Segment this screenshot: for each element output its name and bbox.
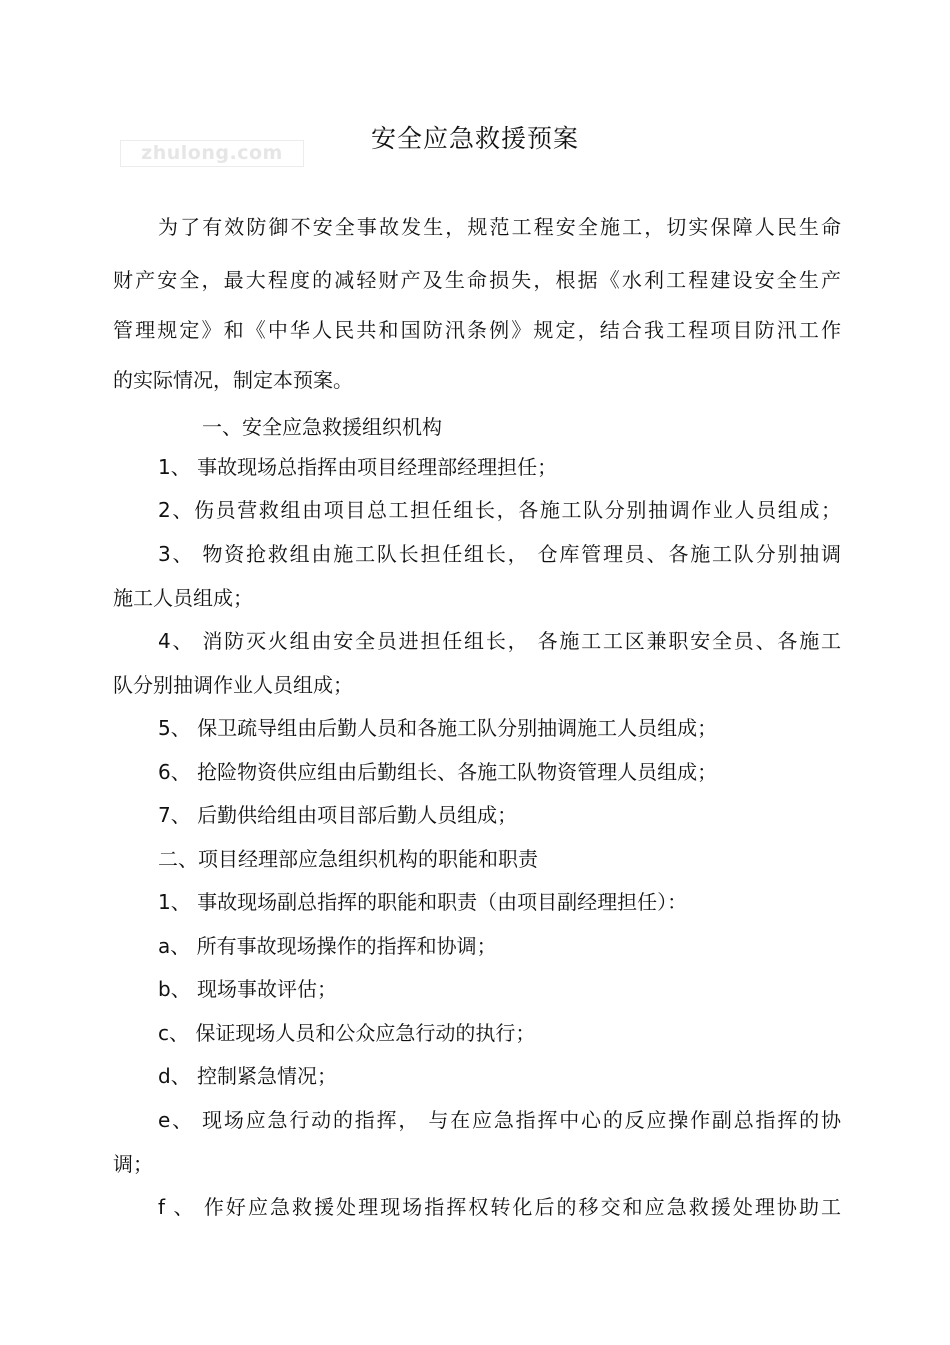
s1-item-2: 2、伤员营救组由项目总工担任组长，各施工队分别抽调作业人员组成； [158, 498, 841, 522]
s2-item-b: b、 现场事故评估； [158, 977, 338, 1001]
intro-line-1: 为了有效防御不安全事故发生，规范工程安全施工，切实保障人民生命 [158, 215, 841, 239]
document-title: 安全应急救援预案 [370, 124, 579, 153]
s2-item-f-line-1: f 、 作好应急救援处理现场指挥权转化后的移交和应急救援处理协助工 [158, 1195, 841, 1219]
s2-item-c: c、 保证现场人员和公众应急行动的执行； [158, 1021, 536, 1045]
section-2-heading: 二、项目经理部应急组织机构的职能和职责 [158, 847, 538, 871]
s1-item-6: 6、 抢险物资供应组由后勤组长、各施工队物资管理人员组成； [158, 760, 718, 784]
watermark-logo: zhulong.com [120, 140, 304, 167]
s2-item-e-line-1: e、 现场应急行动的指挥， 与在应急指挥中心的反应操作副总指挥的协 [158, 1108, 841, 1132]
intro-line-2: 财产安全，最大程度的减轻财产及生命损失，根据《水利工程建设安全生产 [113, 268, 841, 292]
s2-item-e-line-2: 调； [113, 1152, 153, 1176]
s1-item-3-line-1: 3、 物资抢救组由施工队长担任组长， 仓库管理员、各施工队分别抽调 [158, 542, 841, 566]
s1-item-3-line-2: 施工人员组成； [113, 586, 253, 610]
s2-item-a: a、 所有事故现场操作的指挥和协调； [158, 934, 497, 958]
s1-item-7: 7、 后勤供给组由项目部后勤人员组成； [158, 803, 518, 827]
s2-item-1: 1、 事故现场副总指挥的职能和职责（由项目副经理担任）： [158, 890, 688, 914]
s1-item-1: 1、 事故现场总指挥由项目经理部经理担任； [158, 455, 558, 479]
section-1-heading: 一、安全应急救援组织机构 [202, 415, 442, 439]
intro-line-4: 的实际情况，制定本预案。 [113, 368, 353, 392]
intro-line-3: 管理规定》和《中华人民共和国防汛条例》规定，结合我工程项目防汛工作 [113, 318, 841, 342]
s1-item-5: 5、 保卫疏导组由后勤人员和各施工队分别抽调施工人员组成； [158, 716, 718, 740]
s1-item-4-line-1: 4、 消防灭火组由安全员进担任组长， 各施工工区兼职安全员、各施工 [158, 629, 841, 653]
s2-item-d: d、 控制紧急情况； [158, 1064, 338, 1088]
s1-item-4-line-2: 队分别抽调作业人员组成； [113, 673, 353, 697]
